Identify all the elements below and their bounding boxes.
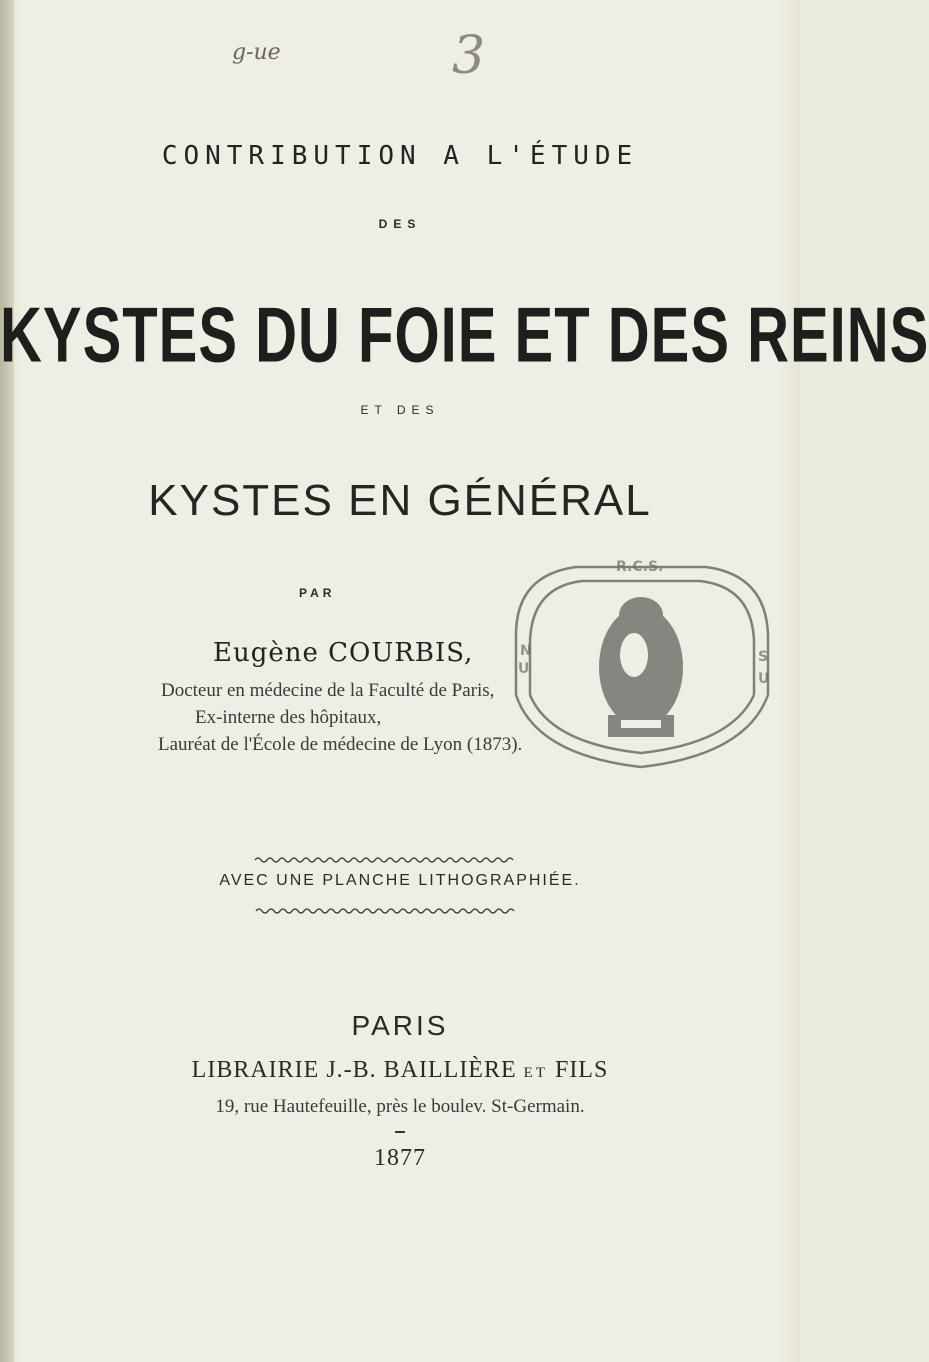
- svg-text:N: N: [520, 643, 532, 659]
- title-line-des: DES: [378, 217, 422, 231]
- publisher-name-part1: LIBRAIRIE J.-B. BAILLIÈRE: [191, 1057, 517, 1083]
- handwritten-note: g-ue: [232, 40, 281, 65]
- author-credential: Lauréat de l'École de médecine de Lyon (1873).: [158, 734, 523, 755]
- ornamental-rule: [0, 855, 800, 865]
- author-credential: Ex-interne des hôpitaux,: [195, 707, 382, 728]
- publisher-name: [0, 1057, 800, 1084]
- publication-year: 1877: [374, 1145, 426, 1171]
- author-credential: Docteur en médecine de la Faculté de Paris,: [161, 680, 495, 701]
- publisher-name-et: ET: [523, 1065, 548, 1081]
- divider: [395, 1131, 405, 1133]
- publisher-address: 19, rue Hautefeuille, près le boulev. St-Germain.: [215, 1096, 585, 1117]
- svg-text:U: U: [518, 661, 530, 677]
- ornamental-rule: [0, 906, 800, 916]
- publisher-city: PARIS: [351, 1010, 449, 1041]
- title-line-contribution: CONTRIBUTION A L'ÉTUDE: [161, 141, 639, 171]
- handwritten-number: 3: [452, 26, 486, 86]
- main-title: KYSTES DU FOIE ET DES REINS: [0, 291, 929, 380]
- title-line-et-des: ET DES: [360, 403, 440, 417]
- svg-text:R.C.S.: R.C.S.: [616, 559, 664, 575]
- par-label: PAR: [299, 586, 336, 600]
- svg-text:S: S: [758, 649, 769, 665]
- svg-text:U: U: [758, 671, 770, 687]
- publisher-name-part2: FILS: [554, 1057, 609, 1083]
- plate-note: AVEC UNE PLANCHE LITHOGRAPHIÉE.: [219, 872, 581, 889]
- subtitle: KYSTES EN GÉNÉRAL: [148, 476, 652, 525]
- library-stamp-icon: [496, 555, 786, 780]
- author-name: Eugène COURBIS,: [213, 638, 474, 668]
